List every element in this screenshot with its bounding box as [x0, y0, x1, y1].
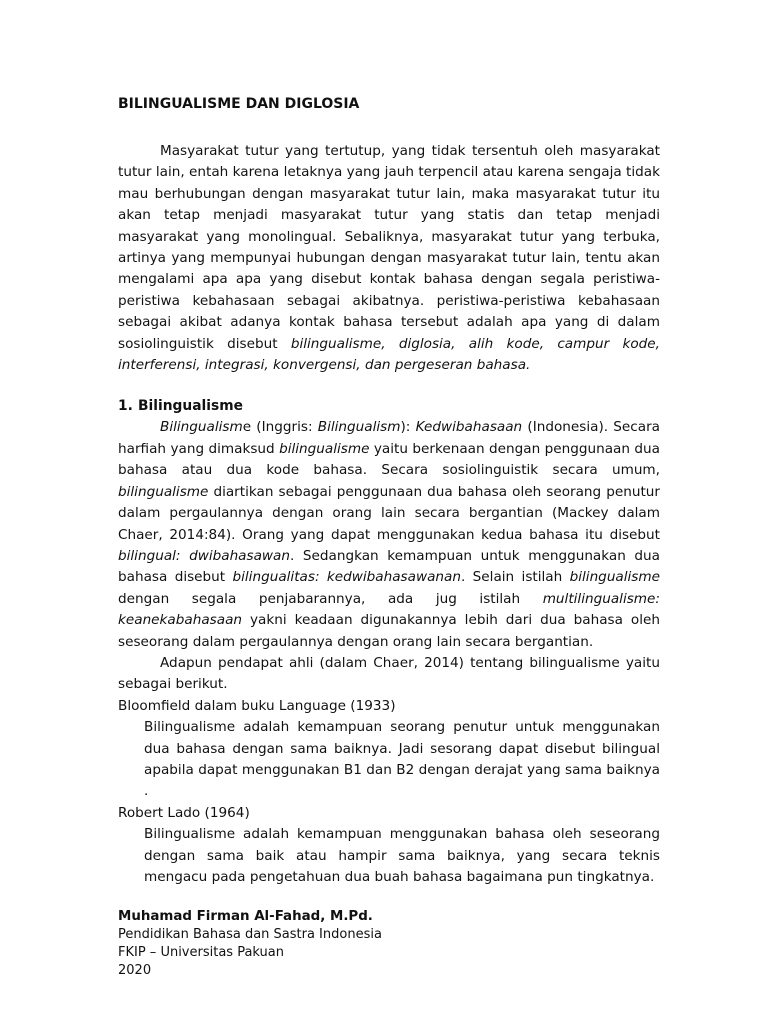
expert-source-lado: Robert Lado (1964)	[118, 804, 250, 821]
footer-department: Pendidikan Bahasa dan Sastra Indonesia	[118, 927, 382, 942]
intro-paragraph: Masyarakat tutur yang tertutup, yang tidak tersentuh oleh masyarakat tutur lain, entah karena letaknya yang jauh terpencil atau karena sengaja tidak mau berhubungan dengan masyarakat tutur lain, maka masyarakat tutur itu akan tetap menjadi masyarakat tutur yang statis dan tetap menjadi masyarakat yang monolingual. Sebaliknya, masyarakat tutur yang terbuka, artinya yang mempunyai hubungan dengan masyarakat tutur lain, tentu akan mengalami apa apa yang disebut kontak bahasa dengan segala peristiwa-peristiwa kebahasaan sebagai akibatnya. peristiwa-peristiwa kebahasaan sebagai akibat adanya kontak bahasa tersebut adalah apa yang di dalam sosiolinguistik disebut bilingualisme, diglosia, alih kode, campur kode, interferensi, integrasi, konvergensi, dan pergeseran bahasa.	[118, 143, 660, 374]
italic-term: Kedwibahasaan	[415, 419, 523, 436]
italic-term: Bilingualism	[317, 419, 401, 436]
italic-term: bilingualisme	[118, 483, 209, 500]
italic-term: Bilingualism	[160, 419, 243, 436]
expert-intro-paragraph: Adapun pendapat ahli (dalam Chaer, 2014) tentang bilingualisme yaitu sebagai berikut.	[118, 654, 660, 693]
italic-term: bilingualitas: kedwibahasawanan	[232, 569, 461, 586]
expert-quote-bloomfield: Bilingualisme adalah kemampuan seorang penutur untuk menggunakan dua bahasa dengan sama baiknya. Jadi sesorang dapat disebut bilingual apabila dapat menggunakan B1 dan B2 dengan derajat yang sama baiknya .	[144, 719, 660, 800]
section-heading-bilingualisme	[118, 396, 660, 417]
document-footer	[118, 908, 660, 980]
italic-term: bilingualisme	[279, 440, 370, 457]
section-title: Bilingualisme	[138, 398, 243, 415]
italic-term: multilingualisme: keanekabahasaan	[118, 590, 660, 629]
footer-author: Muhamad Firman Al-Fahad, M.Pd.	[118, 909, 373, 924]
expert-source-bloomfield: Bloomfield dalam buku Language (1933)	[118, 697, 396, 714]
italic-term: bilingual: dwibahasawan	[118, 547, 290, 564]
document-title: BILINGUALISME DAN DIGLOSIA	[118, 96, 360, 112]
italic-term: bilingualisme	[569, 569, 660, 586]
footer-faculty: FKIP – Universitas Pakuan	[118, 945, 284, 960]
document-body	[118, 93, 660, 888]
expert-quote-lado: Bilingualisme adalah kemampuan menggunakan bahasa oleh seseorang dengan sama baik atau hampir sama baiknya, yang secara teknis mengacu pada pengetahuan dua buah bahasa bagaimana pun tingkatnya.	[144, 826, 660, 885]
definition-paragraph: Bilingualisme (Inggris: Bilingualism): Kedwibahasaan (Indonesia). Secara harfiah yang dimaksud bilingualisme yaitu berkenaan dengan penggunaan dua bahasa atau dua kode bahasa. Secara sosiolinguistik secara umum, bilingualisme diartikan sebagai penggunaan dua bahasa oleh seorang penutur dalam pergaulannya dengan orang lain secara bergantian (Mackey dalam Chaer, 2014:84). Orang yang dapat menggunakan kedua bahasa itu disebut bilingual: dwibahasawan. Sedangkan kemampuan untuk menggunakan dua bahasa disebut bilingualitas: kedwibahasawanan. Selain istilah bilingualisme dengan segala penjabarannya, ada jug istilah multilingualisme: keanekabahasaan yakni keadaan digunakannya lebih dari dua bahasa oleh seseorang dalam pergaulannya dengan orang lain secara bergantian.	[118, 419, 660, 650]
section-number: 1.	[118, 398, 133, 415]
italic-term-list: bilingualisme, diglosia, alih kode, campur kode, interferensi, integrasi, konvergensi, dan pergeseran bahasa.	[118, 335, 660, 374]
footer-year: 2020	[118, 963, 152, 978]
